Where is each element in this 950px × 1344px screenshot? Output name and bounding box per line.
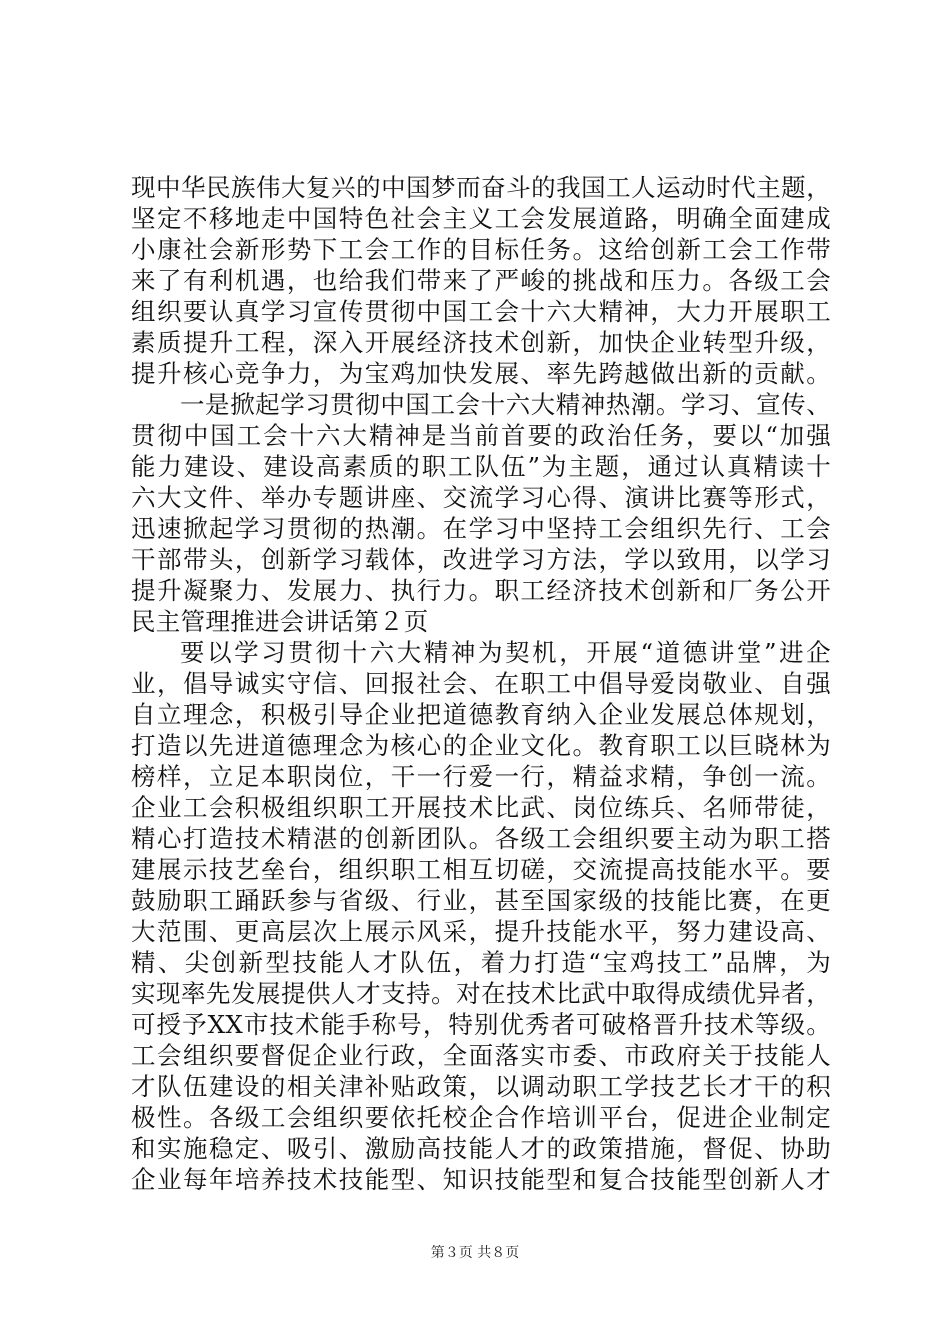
- text-line: 来了有利机遇，也给我们带来了严峻的挑战和压力。各级工会: [131, 266, 831, 295]
- page-number-footer: 第３页 共８页: [430, 1245, 520, 1261]
- text-line: 建展示技艺垒台，组织职工相互切磋，交流提高技能水平。要: [131, 855, 831, 884]
- paragraph-first-line: 一是掀起学习贯彻中国工会十六大精神热潮。学习、宣传、: [180, 390, 831, 419]
- text-line: 素质提升工程，深入开展经济技术创新，加快企业转型升级，: [131, 328, 831, 357]
- text-line: 组织要认真学习宣传贯彻中国工会十六大精神，大力开展职工: [131, 297, 831, 326]
- text-line: 榜样，立足本职岗位，干一行爱一行，精益求精，争创一流。: [131, 762, 831, 791]
- text-line: 工会组织要督促企业行政，全面落实市委、市政府关于技能人: [131, 1041, 831, 1070]
- text-line: 提升凝聚力、发展力、执行力。职工经济技术创新和厂务公开: [131, 576, 831, 605]
- text-line: 干部带头，创新学习载体，改进学习方法，学以致用，以学习: [131, 545, 831, 574]
- text-line: 打造以先进道德理念为核心的企业文化。教育职工以巨晓林为: [131, 731, 831, 760]
- text-line: 民主管理推进会讲话第２页: [131, 607, 429, 636]
- text-line: 能力建设、建设高素质的职工队伍”为主题，通过认真精读十: [131, 452, 831, 481]
- text-line: 业，倡导诚实守信、回报社会、在职工中倡导爱岗敬业、自强: [131, 669, 831, 698]
- text-line: 可授予XX市技术能手称号，特别优秀者可破格晋升技术等级。: [131, 1010, 831, 1039]
- text-line: 贯彻中国工会十六大精神是当前首要的政治任务，要以“加强: [131, 421, 831, 450]
- text-line: 小康社会新形势下工会工作的目标任务。这给创新工会工作带: [131, 235, 831, 264]
- text-line: 大范围、更高层次上展示风采，提升技能水平，努力建设高、: [131, 917, 831, 946]
- text-line: 和实施稳定、吸引、激励高技能人才的政策措施，督促、协助: [131, 1134, 831, 1163]
- body-text: [131, 172, 831, 1195]
- text-line: 提升核心竞争力，为宝鸡加快发展、率先跨越做出新的贡献。: [131, 359, 831, 388]
- text-line: 才队伍建设的相关津补贴政策，以调动职工学技艺长才干的积: [131, 1072, 831, 1101]
- text-line: 极性。各级工会组织要依托校企合作培训平台，促进企业制定: [131, 1103, 831, 1132]
- text-line: 实现率先发展提供人才支持。对在技术比武中取得成绩优异者，: [131, 979, 831, 1008]
- text-line: 自立理念，积极引导企业把道德教育纳入企业发展总体规划，: [131, 700, 831, 729]
- text-line: 现中华民族伟大复兴的中国梦而奋斗的我国工人运动时代主题，: [131, 173, 831, 202]
- paragraph-first-line: 要以学习贯彻十六大精神为契机，开展“道德讲堂”进企: [180, 638, 831, 667]
- text-line: 六大文件、举办专题讲座、交流学习心得、演讲比赛等形式，: [131, 483, 831, 512]
- text-line: 鼓励职工踊跃参与省级、行业，甚至国家级的技能比赛，在更: [131, 886, 831, 915]
- text-line: 迅速掀起学习贯彻的热潮。在学习中坚持工会组织先行、工会: [131, 514, 831, 543]
- text-line: 企业每年培养技术技能型、知识技能型和复合技能型创新人才: [131, 1165, 831, 1194]
- text-line: 精心打造技术精湛的创新团队。各级工会组织要主动为职工搭: [131, 824, 831, 853]
- text-line: 坚定不移地走中国特色社会主义工会发展道路，明确全面建成: [131, 204, 831, 233]
- text-line: 精、尖创新型技能人才队伍，着力打造“宝鸡技工”品牌，为: [131, 948, 831, 977]
- text-line: 企业工会积极组织职工开展技术比武、岗位练兵、名师带徒，: [131, 793, 831, 822]
